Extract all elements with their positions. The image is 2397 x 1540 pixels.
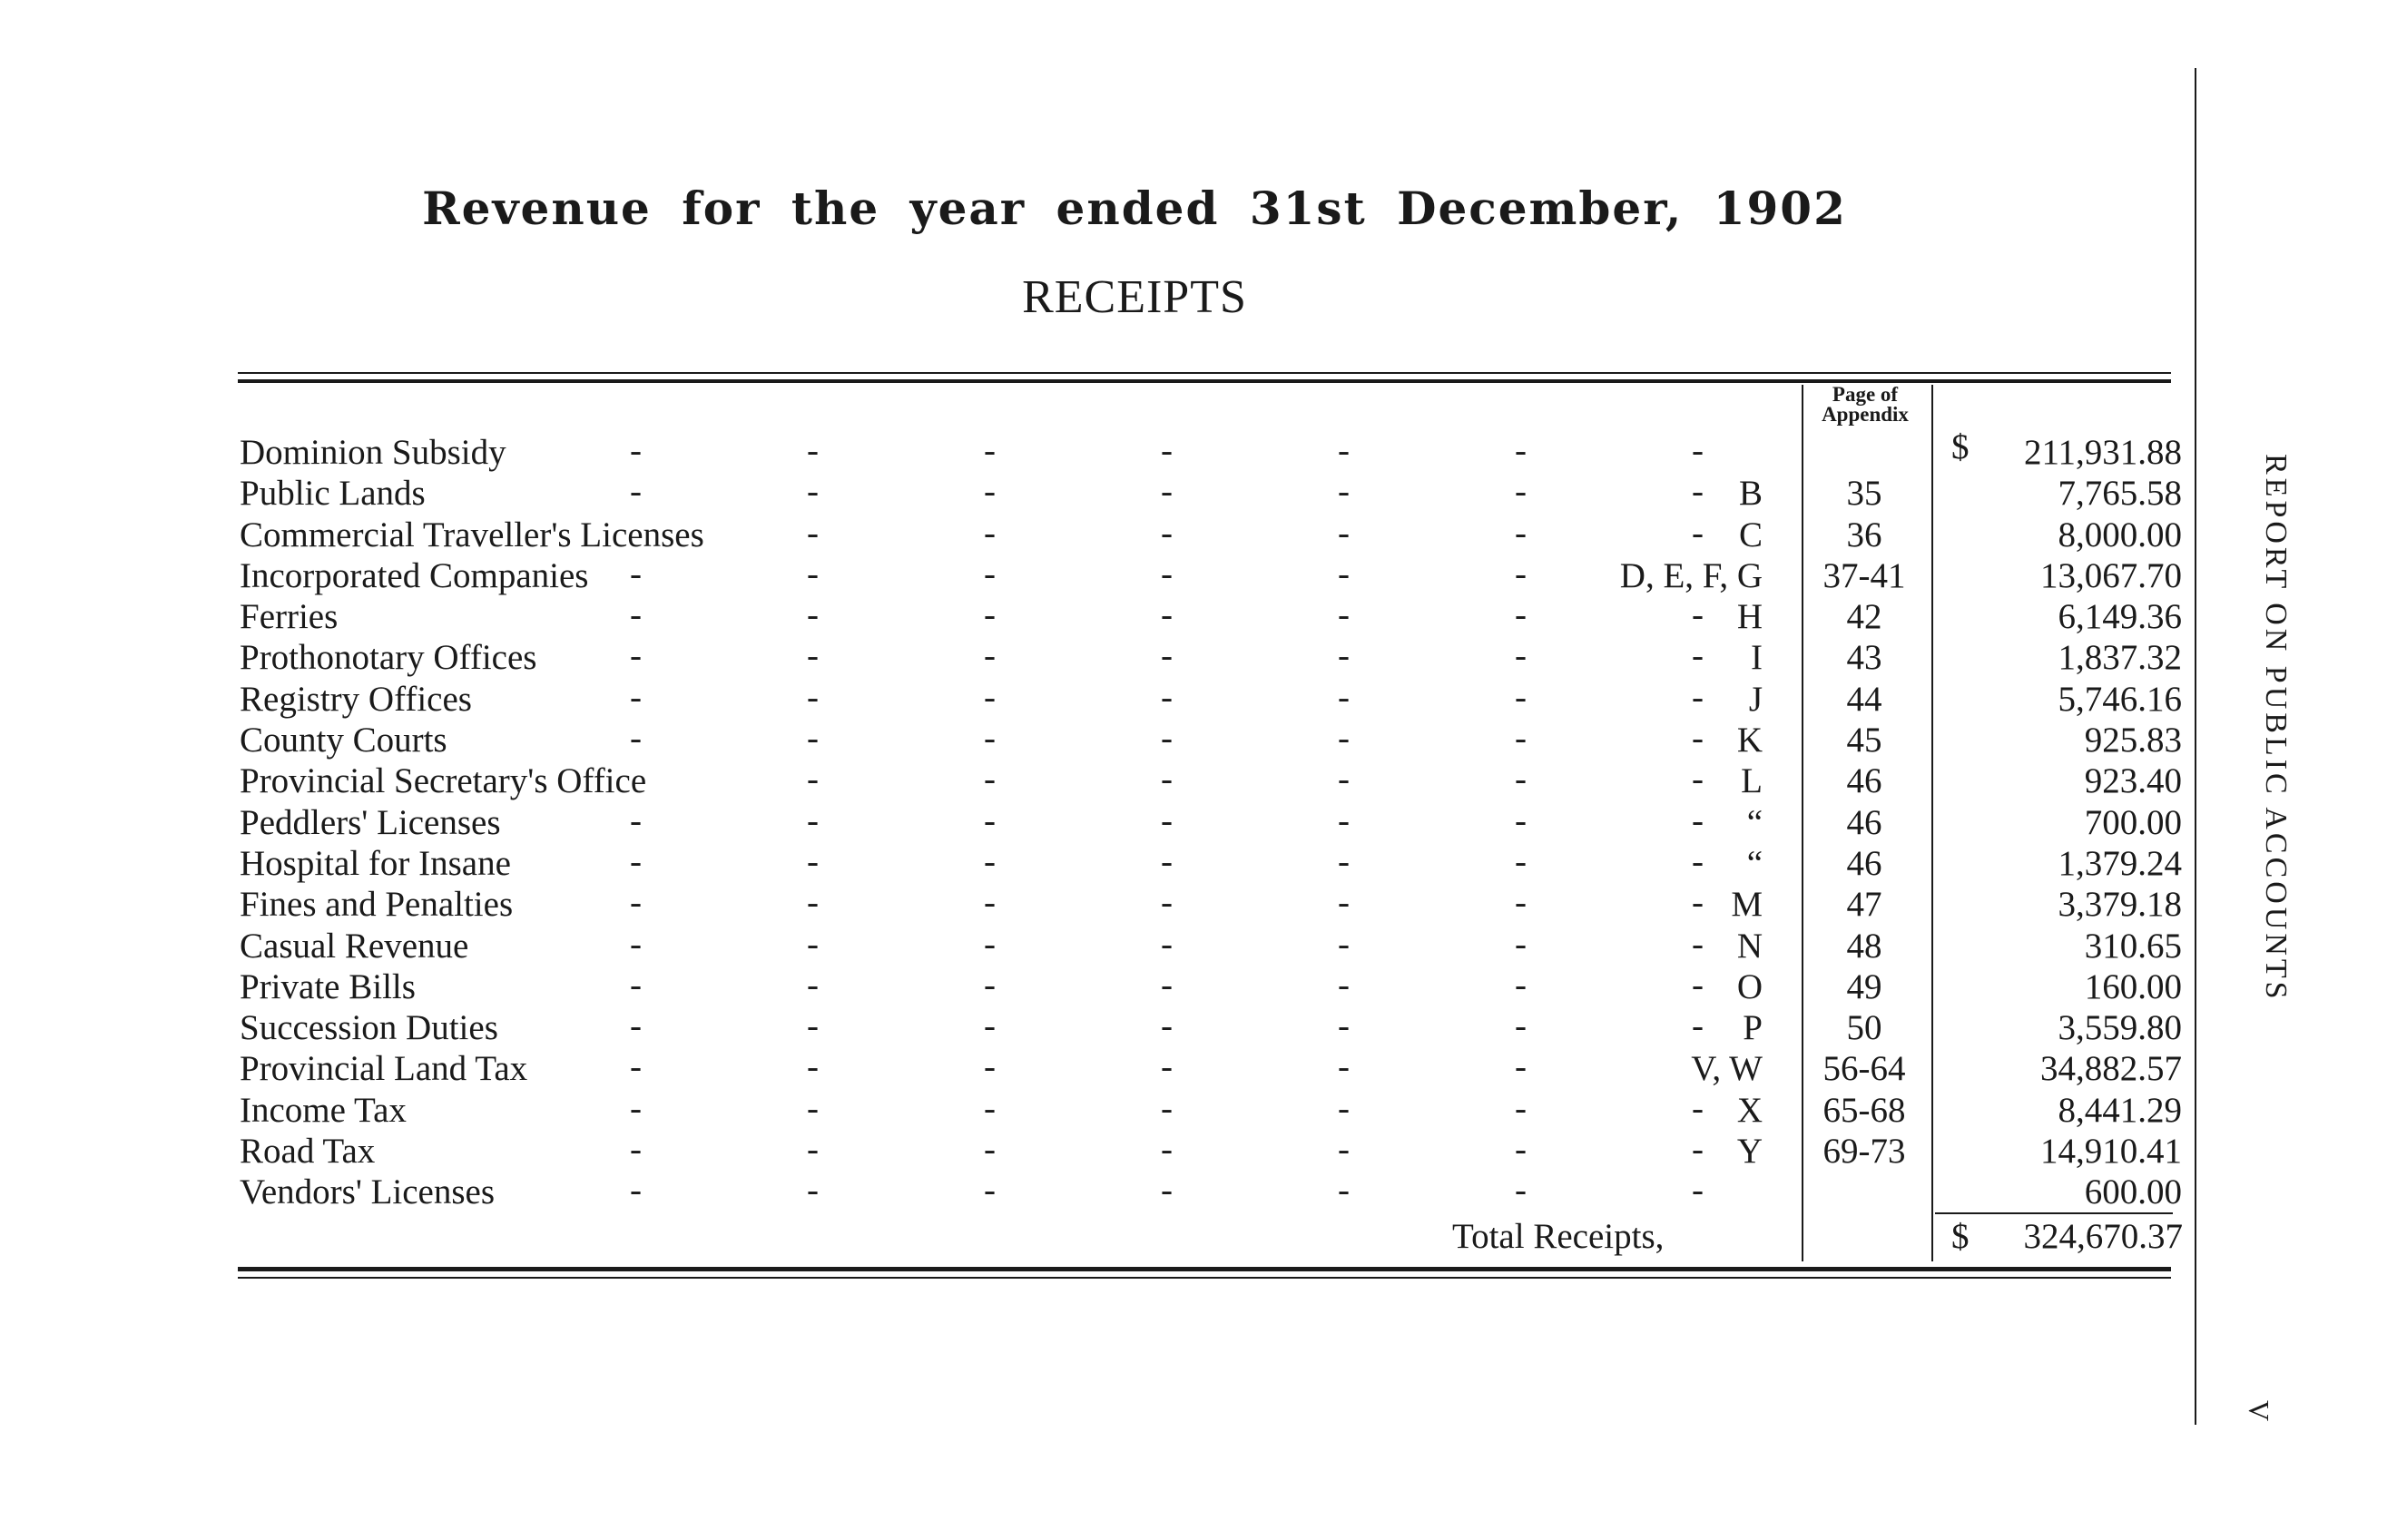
appendix-letter: N	[1736, 926, 1763, 966]
row-amount: 1,837.32	[2058, 638, 2182, 678]
table-row: - - - - - - - Vendors' Licenses 600.00	[240, 1171, 2182, 1212]
appendix-letter: J	[1748, 679, 1763, 719]
page-of-appendix-header	[1802, 385, 1929, 425]
appendix-page: 69-73	[1822, 1132, 1906, 1172]
row-label: Hospital for Insane	[240, 843, 511, 883]
appendix-letter: I	[1751, 638, 1763, 678]
row-label: Fines and Penalties	[240, 885, 514, 925]
page-title: Revenue for the year ended 31st December, 1902	[422, 181, 1847, 235]
row-label: Peddlers' Licenses	[240, 802, 501, 842]
table-row: - - - - - - Commercial Traveller's Licenses C 36 8,000.00	[240, 513, 2182, 554]
table-row: - - - - - - - Casual Revenue N 48 310.65	[240, 924, 2182, 966]
side-running-header: REPORT ON PUBLIC ACCOUNTS	[2259, 454, 2293, 1003]
row-amount: 8,441.29	[2058, 1090, 2182, 1130]
appendix-letter: H	[1736, 597, 1763, 637]
appendix-letter: D, E, F, G	[1619, 555, 1763, 595]
row-label: Provincial Land Tax	[240, 1049, 528, 1089]
appendix-letter: B	[1738, 474, 1763, 514]
row-label: Incorporated Companies	[240, 555, 589, 595]
table-row: - - - - - - - Private Bills O 49 160.00	[240, 965, 2182, 1006]
row-label: Public Lands	[240, 474, 426, 514]
table-row: - - - - - - - Road Tax Y 69-73 14,910.41	[240, 1130, 2182, 1172]
row-label: Income Tax	[240, 1090, 407, 1130]
appendix-page: 35	[1846, 474, 1882, 514]
row-label: Commercial Traveller's Licenses	[240, 515, 704, 554]
row-amount: 34,882.57	[2040, 1049, 2182, 1089]
appendix-letter: “	[1746, 843, 1763, 883]
row-label: Provincial Secretary's Office	[240, 761, 647, 801]
bottom-rule-thin	[238, 1277, 2171, 1279]
appendix-page: 36	[1846, 515, 1882, 554]
table-row: - - - - - - - Prothonotary Offices I 43 1,837.32	[240, 636, 2182, 678]
table-row: - - - - - - - Hospital for Insane “ 46 1,379.24	[240, 841, 2182, 883]
table-row: - - - - - - Incorporated Companies D, E, F, G 37-41 13,067.70	[240, 554, 2182, 595]
appendix-page: 46	[1846, 843, 1882, 883]
appendix-page: 56-64	[1822, 1049, 1906, 1089]
row-label: Succession Duties	[240, 1008, 498, 1048]
table-row: - - - - - - - Succession Duties P 50 3,559.80	[240, 1006, 2182, 1048]
row-amount: 310.65	[2084, 926, 2182, 966]
appendix-page: 49	[1846, 966, 1882, 1006]
row-amount: 925.83	[2084, 721, 2182, 760]
row-label: Registry Offices	[240, 679, 472, 719]
table-row: - - - - - - - Public Lands B 35 7,765.58	[240, 472, 2182, 514]
appendix-page: 44	[1846, 679, 1882, 719]
row-label: Dominion Subsidy	[240, 433, 506, 472]
table-row: - - - - - - - Ferries H 42 6,149.36	[240, 595, 2182, 637]
row-label: Casual Revenue	[240, 926, 469, 966]
row-label: Private Bills	[240, 966, 416, 1006]
appendix-letter: “	[1746, 802, 1763, 842]
top-rule-thin	[238, 372, 2171, 374]
total-amount-rule	[1935, 1212, 2173, 1214]
row-amount: 3,379.18	[2058, 885, 2182, 925]
appendix-letter: X	[1736, 1090, 1763, 1130]
appendix-page: 50	[1846, 1008, 1882, 1048]
currency-symbol-total: $	[1951, 1217, 1970, 1256]
appendix-letter: C	[1738, 515, 1763, 554]
row-amount: 6,149.36	[2058, 597, 2182, 637]
total-label: Total Receipts,	[1452, 1217, 1665, 1256]
row-amount: 600.00	[2084, 1172, 2182, 1212]
appendix-page: 46	[1846, 802, 1882, 842]
appendix-page: 65-68	[1822, 1090, 1906, 1130]
appendix-page: 42	[1846, 597, 1882, 637]
row-amount: 7,765.58	[2058, 474, 2182, 514]
row-amount: 923.40	[2084, 761, 2182, 801]
appendix-letter: P	[1743, 1008, 1763, 1048]
appendix-letter: K	[1736, 721, 1763, 760]
appendix-page: 37-41	[1822, 555, 1906, 595]
row-amount: 13,067.70	[2040, 555, 2182, 595]
appendix-page: 46	[1846, 761, 1882, 801]
row-label: County Courts	[240, 721, 447, 760]
row-amount: 14,910.41	[2040, 1132, 2182, 1172]
section-title: RECEIPTS	[1022, 271, 1247, 323]
appendix-page: 43	[1846, 638, 1882, 678]
table-row: - - - - - - - Fines and Penalties M 47 3,379.18	[240, 883, 2182, 925]
table-row: - - - - - - - County Courts K 45 925.83	[240, 719, 2182, 760]
total-amount: 324,670.37	[2023, 1217, 2183, 1256]
table-row: - - - - - - - Registry Offices J 44 5,746.16	[240, 677, 2182, 719]
table-row: - - - - - - Provincial Land Tax V, W 56-64 34,882.57	[240, 1047, 2182, 1089]
appendix-letter: L	[1741, 761, 1763, 801]
row-amount: 3,559.80	[2058, 1008, 2182, 1048]
table-row: - - - - - - - Income Tax X 65-68 8,441.29	[240, 1088, 2182, 1130]
bottom-rule-thick	[238, 1267, 2171, 1271]
row-amount: 8,000.00	[2058, 515, 2182, 554]
header-line-2: Appendix	[1822, 403, 1909, 426]
table-row: - - - - - - Provincial Secretary's Office L 46 923.40	[240, 760, 2182, 801]
row-amount: 211,931.88	[2023, 433, 2182, 472]
table-row: - - - - - - - Dominion Subsidy 211,931.88	[240, 431, 2182, 472]
row-label: Ferries	[240, 597, 339, 637]
appendix-page: 48	[1846, 926, 1882, 966]
row-amount: 1,379.24	[2058, 843, 2182, 883]
row-amount: 5,746.16	[2058, 679, 2182, 719]
appendix-letter: M	[1731, 885, 1763, 925]
row-label: Vendors' Licenses	[240, 1172, 496, 1212]
currency-symbol-top: $	[1951, 427, 1970, 466]
row-label: Road Tax	[240, 1132, 376, 1172]
header-line-1: Page of	[1832, 383, 1899, 406]
table-row: - - - - - - - Peddlers' Licenses “ 46 700.00	[240, 800, 2182, 842]
page-number: V	[2243, 1400, 2275, 1422]
appendix-page: 47	[1846, 885, 1882, 925]
appendix-letter: Y	[1736, 1132, 1763, 1172]
page-edge-line	[2195, 68, 2196, 1425]
row-label: Prothonotary Offices	[240, 638, 537, 678]
row-amount: 700.00	[2084, 802, 2182, 842]
row-amount: 160.00	[2084, 966, 2182, 1006]
appendix-letter: O	[1736, 966, 1763, 1006]
appendix-letter: V, W	[1691, 1049, 1763, 1089]
receipts-table	[240, 432, 2182, 1213]
appendix-page: 45	[1846, 721, 1882, 760]
